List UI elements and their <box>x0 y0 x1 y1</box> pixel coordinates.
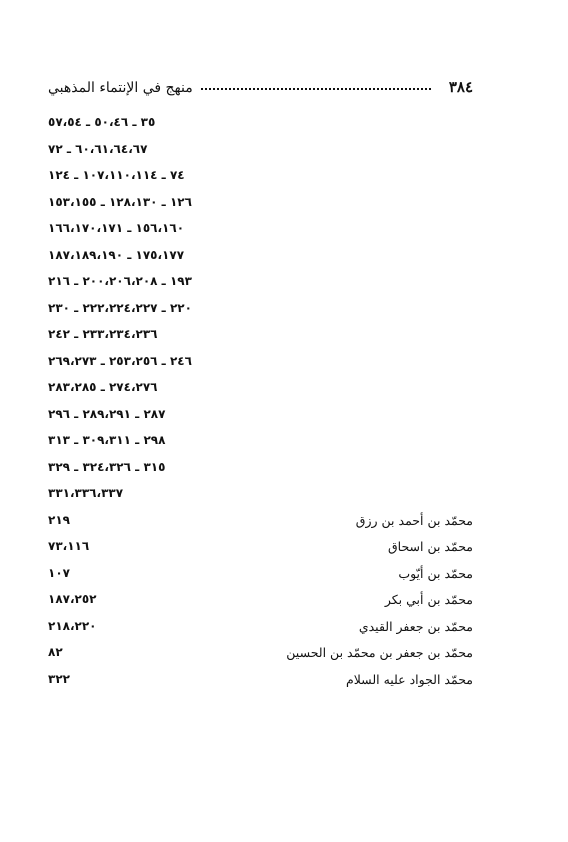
entry-name: محمّد الجواد عليه السلام <box>345 671 473 687</box>
entry-page-refs: ٢٩٨ ـ ٣٠٩،٣١١ ـ ٣١٣ <box>48 433 166 447</box>
entry-page-refs: ١٢٦ ـ ١٢٨،١٣٠ ـ ١٥٣،١٥٥ <box>48 194 192 209</box>
index-entry <box>48 510 473 537</box>
running-header <box>48 72 473 96</box>
entry-page-refs: ٢١٨،٢٢٠ <box>48 618 97 633</box>
index-entry <box>48 616 473 643</box>
index-entry <box>48 245 473 272</box>
entry-page-refs: ٧٤ ـ ١٠٧،١١٠،١١٤ ـ ١٢٤ <box>48 168 185 182</box>
index-entry <box>48 112 473 139</box>
index-entry <box>48 271 473 298</box>
entry-page-refs: ٢١٩ <box>48 512 70 527</box>
index-entry <box>48 377 473 404</box>
entry-page-refs: ٣٣١،٣٣٦،٣٣٧ <box>48 486 124 500</box>
entry-name: محمّد بن أحمد بن رزق <box>355 512 473 528</box>
index-entry <box>48 192 473 219</box>
entry-page-refs: ٨٢ <box>48 645 63 659</box>
entry-page-refs: ١٠٧ <box>48 565 70 580</box>
entry-page-refs: ٢٨٧ ـ ٢٨٩،٢٩١ ـ ٢٩٦ <box>48 406 166 421</box>
entry-page-refs: ٧٣،١١٦ <box>48 539 90 553</box>
index-entry <box>48 589 473 616</box>
entry-name: محمّد بن اسحاق <box>387 539 473 554</box>
entry-name: محمّد بن أيّوب <box>398 565 473 581</box>
index-entry <box>48 430 473 457</box>
index-entry <box>48 536 473 563</box>
entry-page-refs: ١٧٥،١٧٧ ـ ١٨٧،١٨٩،١٩٠ <box>48 247 185 262</box>
entry-page-refs: ٢٧٤،٢٧٦ ـ ٢٨٣،٢٨٥ <box>48 380 158 394</box>
index-entry <box>48 457 473 484</box>
index-entry <box>48 298 473 325</box>
entry-page-refs: ٢٣٣،٢٣٤،٢٣٦ ـ ٢٤٢ <box>48 327 158 341</box>
entry-name: محمّد بن جعفر القيدي <box>358 618 473 634</box>
running-title: منهج في الإنتماء المذهبي <box>48 80 193 96</box>
index-entry <box>48 165 473 192</box>
entry-page-refs: ٣٢٢ <box>48 671 70 686</box>
index-entry <box>48 351 473 378</box>
page-number: ٣٨٤ <box>448 78 473 96</box>
index-entry <box>48 218 473 245</box>
entry-page-refs: ٢٢٠ ـ ٢٢٢،٢٢٤،٢٢٧ ـ ٢٣٠ <box>48 300 192 315</box>
entry-page-refs: ١٩٣ ـ ٢٠٠،٢٠٦،٢٠٨ ـ ٢١٦ <box>48 274 192 288</box>
entry-page-refs: ٢٤٦ ـ ٢٥٣،٢٥٦ ـ ٢٦٩،٢٧٣ <box>48 353 192 368</box>
index-entry <box>48 139 473 166</box>
entry-page-refs: ٦٠،٦١،٦٤،٦٧ ـ ٧٢ <box>48 141 148 156</box>
index-entry <box>48 324 473 351</box>
entry-page-refs: ٣٥ ـ ٥٠،٤٦ ـ ٥٧،٥٤ <box>48 115 156 129</box>
entry-name: محمّد بن جعفر بن محمّد بن الحسين <box>286 645 473 660</box>
index-entry <box>48 669 473 696</box>
entry-page-refs: ١٥٦،١٦٠ ـ ١٦٦،١٧٠،١٧١ <box>48 221 185 235</box>
index-entry <box>48 483 473 510</box>
index-entry <box>48 404 473 431</box>
index-entry <box>48 563 473 590</box>
index-entries <box>48 112 473 695</box>
header-dot-leader <box>201 84 431 90</box>
index-entry <box>48 642 473 669</box>
entry-name: محمّد بن أبي بكر <box>384 592 473 607</box>
entry-page-refs: ٣١٥ ـ ٣٢٤،٣٢٦ ـ ٣٢٩ <box>48 459 166 474</box>
entry-page-refs: ١٨٧،٢٥٢ <box>48 592 97 606</box>
